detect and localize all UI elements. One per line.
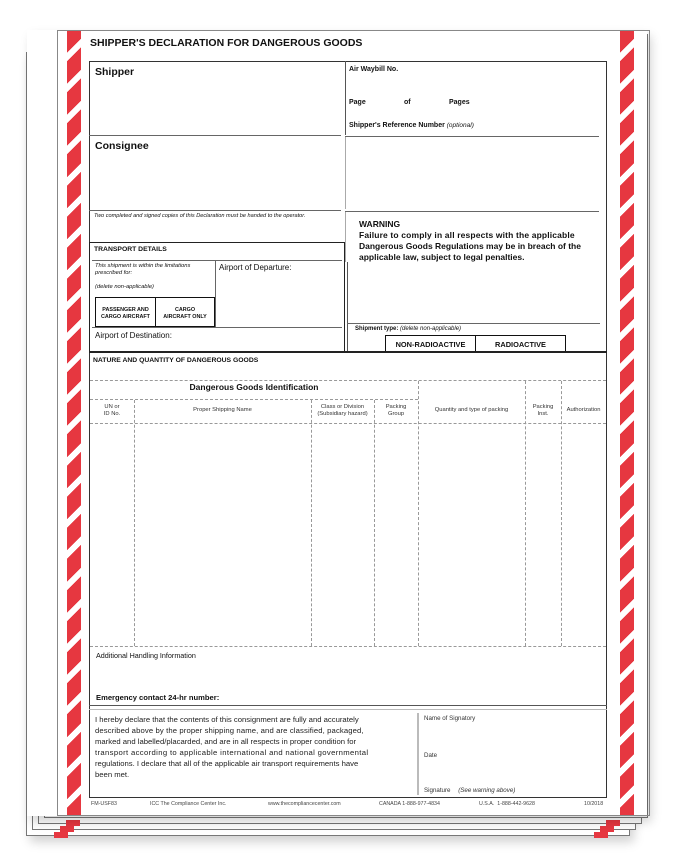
- option-text: CARGO: [174, 307, 196, 313]
- column-header-packing-inst: Packing: [532, 404, 554, 410]
- date-label: Date: [424, 752, 438, 759]
- limitations-text: prescribed for:: [95, 270, 133, 276]
- grid-line: [90, 380, 606, 381]
- footer-usa-phone: U.S.A. 1-888-442-9628: [479, 801, 535, 807]
- non-radioactive-option[interactable]: [385, 335, 476, 352]
- declaration-line: been met.: [95, 770, 130, 779]
- declaration-line: I hereby declare that the contents of this consignment are fully and accurately: [95, 715, 359, 724]
- declaration-line: described above by the proper shipping name, and are classified, packaged,: [95, 726, 364, 735]
- air-waybill-field[interactable]: [420, 64, 600, 76]
- consignee-field[interactable]: [92, 154, 340, 208]
- nature-quantity-label: NATURE AND QUANTITY OF DANGEROUS GOODS: [93, 357, 259, 364]
- cargo-aircraft-only-option[interactable]: [155, 297, 215, 327]
- divider: [92, 327, 342, 328]
- additional-handling-field[interactable]: [94, 662, 602, 688]
- divider: [92, 260, 342, 261]
- divider: [345, 211, 599, 212]
- emergency-contact-field[interactable]: [232, 691, 602, 703]
- declaration-line: transport according to applicable international and national governmental: [95, 748, 369, 757]
- date-field[interactable]: [424, 761, 602, 783]
- passenger-and-cargo-aircraft-option[interactable]: [95, 297, 156, 327]
- optional-note: (optional): [446, 122, 474, 129]
- divider: [89, 135, 341, 136]
- divider: [345, 136, 599, 137]
- footer-canada-phone: CANADA 1-888-977-4834: [379, 801, 440, 807]
- of-label: of: [404, 99, 411, 106]
- option-text: PASSENGER AND: [102, 307, 149, 313]
- airport-departure-field[interactable]: [219, 275, 339, 323]
- column-header-class: (Subsidiary hazard): [317, 411, 368, 417]
- column-header-packing-group: Group: [387, 411, 405, 417]
- divider: [347, 323, 600, 324]
- warning-title: WARNING: [359, 219, 401, 229]
- divider: [89, 210, 341, 211]
- divider: [417, 713, 419, 795]
- declaration-line: regulations. I declare that all of the applicable air transport requirements have: [95, 759, 359, 768]
- divider: [89, 351, 607, 353]
- air-waybill-label: Air Waybill No.: [349, 66, 399, 73]
- signature-note: (See warning above): [458, 787, 516, 794]
- grid-line: [90, 423, 606, 424]
- column-header-packing-group: Packing: [385, 404, 407, 410]
- dg-identification-header: Dangerous Goods Identification: [189, 382, 319, 392]
- divider: [345, 212, 346, 262]
- signature-label: [424, 787, 515, 794]
- divider: [345, 61, 346, 135]
- delete-non-applicable-note: (delete non-applicable): [95, 284, 154, 290]
- airport-departure-label: Airport of Departure:: [219, 263, 292, 272]
- stacked-stripe-mark: [54, 832, 68, 838]
- shipper-reference-text: Shipper's Reference Number: [349, 122, 445, 129]
- footer-form-code: FM-USF83: [91, 801, 117, 807]
- declaration-line: marked and labelled/placarded, and are in all respects in proper condition for: [95, 737, 357, 746]
- shipper-label: Shipper: [95, 66, 135, 78]
- grid-line: [90, 399, 418, 400]
- shipper-reference-label: [349, 122, 474, 129]
- additional-handling-label: Additional Handling Information: [96, 651, 196, 660]
- divider: [347, 262, 348, 352]
- column-header-packing-inst: Inst.: [537, 411, 549, 417]
- radioactive-option[interactable]: [475, 335, 566, 352]
- warning-text: Failure to comply in all respects with the applicable: [359, 230, 575, 240]
- shipment-type-text: Shipment type:: [355, 326, 399, 332]
- shipper-field[interactable]: [92, 80, 342, 132]
- divider: [89, 709, 607, 710]
- limitations-text: This shipment is within the limitations: [95, 263, 191, 269]
- column-header-quantity: Quantity and type of packing: [434, 407, 509, 413]
- column-header-proper-shipping-name: Proper Shipping Name: [193, 407, 252, 413]
- divider: [345, 137, 346, 209]
- option-text: NON-RADIOACTIVE: [395, 340, 466, 349]
- shipment-type-label: [355, 326, 461, 332]
- pages-label: Pages: [449, 99, 470, 106]
- option-text: CARGO AIRCRAFT: [101, 314, 150, 320]
- column-header-un: ID No.: [103, 411, 121, 417]
- signature-text: Signature: [424, 787, 451, 794]
- column-header-class: Class or Division: [320, 404, 365, 410]
- name-of-signatory-field[interactable]: [424, 724, 602, 748]
- airport-destination-label: Airport of Destination:: [95, 331, 172, 340]
- page-label: Page: [349, 99, 366, 106]
- footer-date: 10/2018: [584, 801, 604, 807]
- copies-note: Two completed and signed copies of this Declaration must be handed to the operator.: [94, 213, 306, 219]
- divider: [89, 705, 607, 706]
- column-header-un: UN or: [104, 404, 120, 410]
- divider: [215, 261, 216, 327]
- form-title: SHIPPER'S DECLARATION FOR DANGEROUS GOODS: [90, 37, 363, 49]
- name-of-signatory-label: Name of Signatory: [424, 715, 476, 722]
- emergency-contact-label: Emergency contact 24-hr number:: [96, 693, 220, 702]
- shipper-reference-field[interactable]: [348, 140, 598, 206]
- warning-text: applicable law, subject to legal penalties.: [359, 252, 525, 262]
- option-text: AIRCRAFT ONLY: [163, 314, 207, 320]
- consignee-label: Consignee: [95, 140, 149, 152]
- shipment-type-note: (delete non-applicable): [400, 326, 462, 332]
- stacked-stripe-mark: [594, 832, 608, 838]
- warning-text: Dangerous Goods Regulations may be in breach of the: [359, 241, 581, 251]
- footer-company: ICC The Compliance Center Inc.: [150, 801, 227, 807]
- option-text: RADIOACTIVE: [495, 340, 546, 349]
- dangerous-goods-entry-area[interactable]: [91, 425, 605, 645]
- column-header-authorization: Authorization: [566, 407, 601, 413]
- footer-website: www.thecompliancecenter.com: [268, 801, 341, 807]
- airport-destination-field[interactable]: [200, 330, 340, 348]
- transport-details-label: TRANSPORT DETAILS: [94, 246, 167, 253]
- grid-line: [90, 646, 606, 647]
